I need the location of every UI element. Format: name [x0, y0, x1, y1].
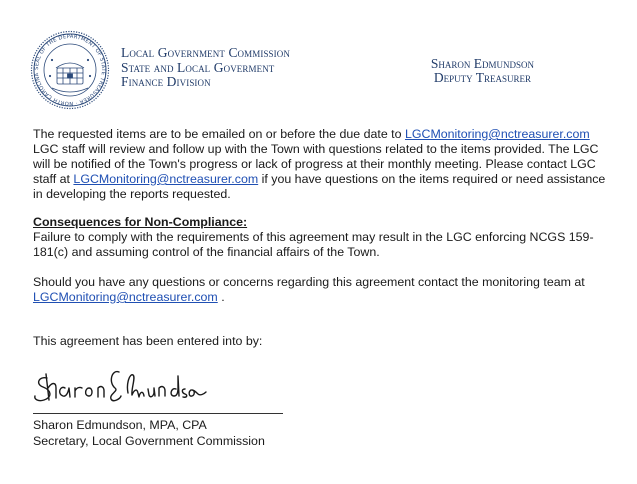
svg-text:SEAL OF THE DEPARTMENT OF STAT: SEAL OF THE DEPARTMENT OF STATE TREASURER · NORTH CAROLINA — [33, 33, 107, 107]
signer-name: Sharon Edmundson, MPA, CPA — [33, 418, 207, 432]
agency-line: Finance Division — [121, 74, 211, 89]
signer-block — [33, 418, 265, 449]
p1-text-a: The requested items are to be emailed on or before the due date to — [33, 127, 405, 141]
signer-title: Secretary, Local Government Commission — [33, 433, 265, 448]
signature-line — [33, 413, 283, 414]
agreement-statement: This agreement has been entered into by: — [33, 334, 263, 348]
contact-paragraph — [33, 275, 613, 305]
consequences-text: Failure to comply with the requirements of this agreement may result in the LGC enforcing NCGS 159-181(c) and assuming control of the financial affairs of the Town. — [33, 230, 594, 259]
handwritten-signature — [33, 362, 208, 407]
monitoring-email-link[interactable]: LGCMonitoring@nctreasurer.com — [404, 127, 590, 141]
p3-text: Should you have any questions or concerns regarding this agreement contact the monitoring team at — [33, 275, 585, 289]
p3-tail: . — [217, 290, 225, 304]
consequences-section — [33, 215, 613, 260]
monitoring-email-link[interactable]: LGCMonitoring@nctreasurer.com — [73, 172, 259, 186]
consequences-heading: Consequences for Non-Compliance: — [33, 215, 248, 229]
p1-text-c: if you have questions on the items required or need assistance in developing the reports requested. — [33, 172, 606, 201]
monitoring-email-link[interactable]: LGCMonitoring@nctreasurer.com — [33, 290, 218, 304]
instructions-paragraph — [33, 127, 613, 202]
officer-block — [410, 57, 555, 85]
p1-text-b: LGC staff will review and follow up with the Town with questions related to the items provided. The LGC will be notified of the Town's progress or lack of progress at their monthly meeting. Please contact LGC staff at — [33, 142, 599, 186]
agency-name-block — [121, 46, 290, 90]
officer-name: Sharon Edmundson — [430, 56, 535, 71]
officer-title: Deputy Treasurer — [433, 70, 532, 85]
agency-line: State and Local Goverment — [121, 59, 275, 75]
agency-line: Local Government Commission — [121, 45, 290, 60]
department-seal-logo — [30, 30, 110, 110]
